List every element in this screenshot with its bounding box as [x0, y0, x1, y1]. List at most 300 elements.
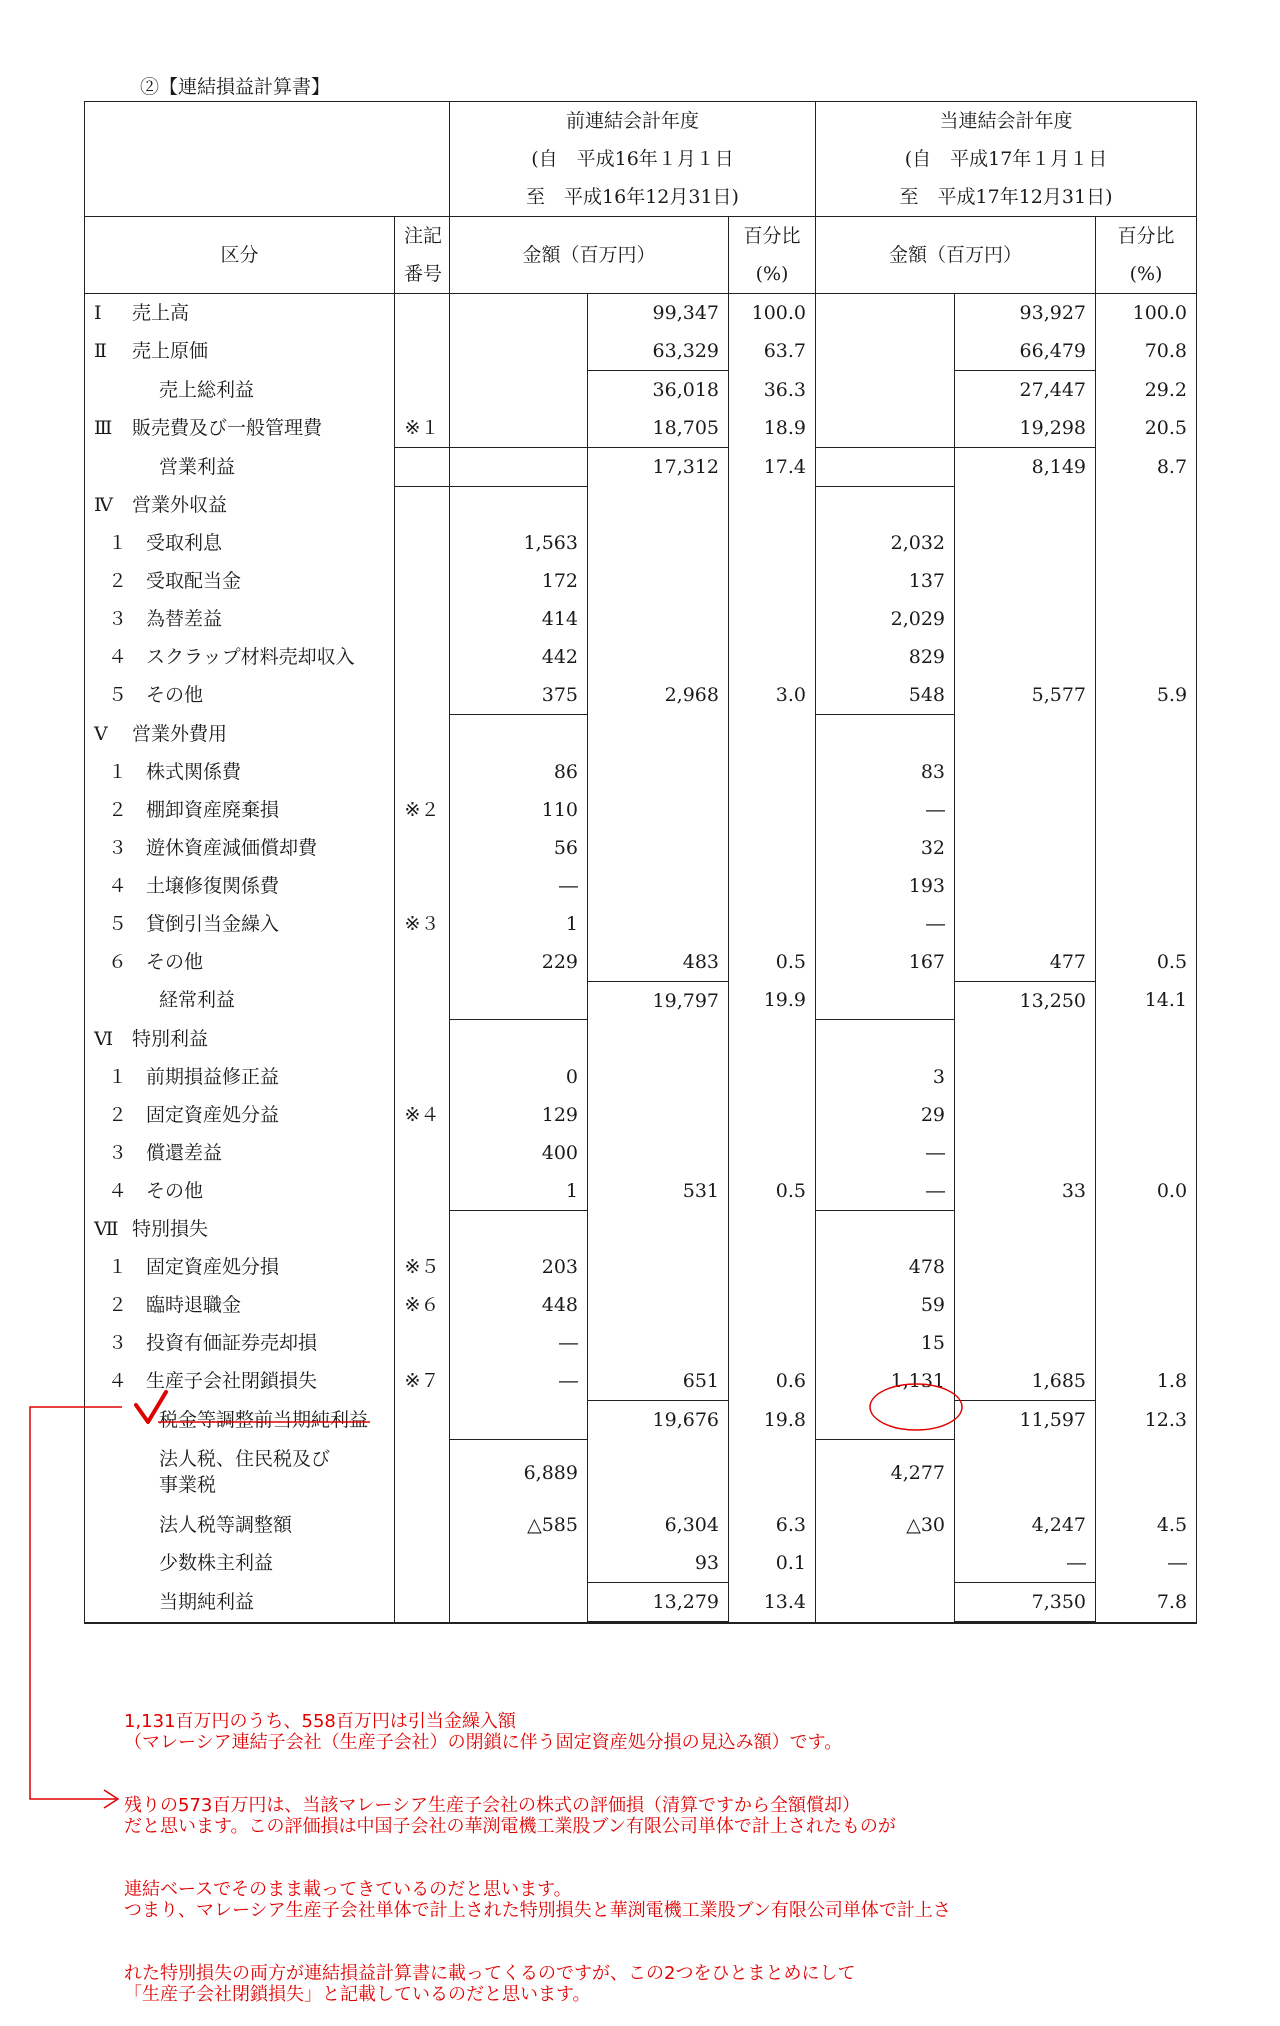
cell-a: ―	[450, 1362, 588, 1401]
cell-n	[395, 486, 450, 524]
cell-f	[1096, 829, 1197, 867]
cell-a	[450, 1210, 588, 1248]
table-row	[85, 1621, 1197, 1623]
cell-n	[395, 1058, 450, 1096]
cell-c	[729, 562, 816, 600]
cell-n	[395, 1020, 450, 1058]
cell-d: 829	[816, 638, 955, 676]
row-label: 法人税等調整額	[85, 1506, 395, 1544]
curr-period-header: 当連結会計年度 (自 平成17年１月１日 至 平成17年12月31日)	[816, 102, 1197, 217]
cell-c: 0.1	[729, 1544, 816, 1583]
row-label: ２ 固定資産処分益	[85, 1096, 395, 1134]
cell-e	[955, 524, 1096, 562]
arrowhead-icon	[104, 1790, 118, 1808]
row-label: ６ その他	[85, 943, 395, 982]
cell-c	[729, 791, 816, 829]
cell-e	[955, 1020, 1096, 1058]
cell-n	[395, 638, 450, 676]
cell-b	[588, 524, 729, 562]
cell-d: ―	[816, 1134, 955, 1172]
cell-c: 0.6	[729, 1362, 816, 1401]
cell-n: ※１	[395, 409, 450, 448]
cell-a: ―	[450, 867, 588, 905]
cell-n: ※４	[395, 1096, 450, 1134]
cell-b	[588, 600, 729, 638]
row-label: ４ その他	[85, 1172, 395, 1211]
cell-c: 0.5	[729, 1172, 816, 1211]
cell-e	[955, 1286, 1096, 1324]
cell-d: 548	[816, 676, 955, 715]
cell-b	[588, 1324, 729, 1362]
cell-a: 1,563	[450, 524, 588, 562]
row-label: 当期純利益	[85, 1582, 395, 1621]
row-label: ４ 土壌修復関係費	[85, 867, 395, 905]
cell-a	[450, 371, 588, 410]
cell-f	[1096, 1134, 1197, 1172]
row-label: １ 前期損益修正益	[85, 1058, 395, 1096]
cell-e	[955, 1058, 1096, 1096]
cell-e: 33	[955, 1172, 1096, 1211]
cell-a	[450, 1020, 588, 1058]
table-row	[85, 1401, 1197, 1440]
cell-f: 0.0	[1096, 1172, 1197, 1211]
cell-f: 1.8	[1096, 1362, 1197, 1401]
cell-c	[729, 1621, 816, 1623]
cell-b	[588, 1134, 729, 1172]
cell-n	[395, 1544, 450, 1583]
cell-b: 651	[588, 1362, 729, 1401]
cell-n	[395, 676, 450, 715]
cell-c: 6.3	[729, 1506, 816, 1544]
cell-b	[588, 562, 729, 600]
cell-b	[588, 1058, 729, 1096]
cell-c: 13.4	[729, 1582, 816, 1621]
cell-a	[450, 448, 588, 487]
cell-b: 18,705	[588, 409, 729, 448]
row-label: ４ スクラップ材料売却収入	[85, 638, 395, 676]
cell-c	[729, 524, 816, 562]
table-row	[85, 1058, 1197, 1096]
cell-c: 19.9	[729, 981, 816, 1020]
cell-a: 0	[450, 1058, 588, 1096]
cell-n	[395, 1621, 450, 1623]
cell-d	[816, 1020, 955, 1058]
header-blank	[85, 102, 450, 217]
table-row	[85, 1324, 1197, 1362]
cell-a	[450, 486, 588, 524]
col-category-header: 区分	[85, 217, 395, 294]
cell-d: ―	[816, 1172, 955, 1211]
cell-e: 93,927	[955, 294, 1096, 333]
cell-f	[1096, 1324, 1197, 1362]
cell-a: 6,889	[450, 1439, 588, 1506]
cell-n	[395, 524, 450, 562]
cell-d: ―	[816, 905, 955, 943]
cell-f	[1096, 562, 1197, 600]
cell-e	[955, 1621, 1096, 1623]
table-row	[85, 1096, 1197, 1134]
cell-n	[395, 1324, 450, 1362]
cell-b: 19,797	[588, 981, 729, 1020]
cell-f: 100.0	[1096, 294, 1197, 333]
cell-a: 129	[450, 1096, 588, 1134]
cell-d	[816, 981, 955, 1020]
cell-a	[450, 294, 588, 333]
cell-c	[729, 486, 816, 524]
cell-f	[1096, 715, 1197, 753]
table-row	[85, 943, 1197, 982]
cell-d	[816, 715, 955, 753]
row-label: Ⅵ 特別利益	[85, 1020, 395, 1058]
cell-d	[816, 371, 955, 410]
cell-n	[395, 829, 450, 867]
row-label: Ⅱ 売上原価	[85, 332, 395, 371]
table-row	[85, 1362, 1197, 1401]
cell-c	[729, 753, 816, 791]
cell-a: 86	[450, 753, 588, 791]
cell-a	[450, 1401, 588, 1440]
cell-d: 32	[816, 829, 955, 867]
table-row	[85, 981, 1197, 1020]
row-label: １ 固定資産処分損	[85, 1248, 395, 1286]
prev-ratio-header: 百分比 (%)	[729, 217, 816, 294]
cell-c	[729, 638, 816, 676]
cell-a: 375	[450, 676, 588, 715]
row-label: ２ 臨時退職金	[85, 1286, 395, 1324]
table-row	[85, 715, 1197, 753]
table-row	[85, 791, 1197, 829]
cell-n	[395, 332, 450, 371]
cell-f	[1096, 1058, 1197, 1096]
cell-d	[816, 332, 955, 371]
cell-c	[729, 905, 816, 943]
cell-f	[1096, 600, 1197, 638]
cell-e: 8,149	[955, 448, 1096, 487]
cell-e	[955, 600, 1096, 638]
cell-e	[955, 1210, 1096, 1248]
cell-c	[729, 1210, 816, 1248]
table-row	[85, 638, 1197, 676]
cell-f: 7.8	[1096, 1582, 1197, 1621]
cell-d	[816, 1621, 955, 1623]
cell-b: 99,347	[588, 294, 729, 333]
cell-f: 0.5	[1096, 943, 1197, 982]
cell-b: 19,676	[588, 1401, 729, 1440]
cell-n: ※６	[395, 1286, 450, 1324]
cell-d: 193	[816, 867, 955, 905]
cell-n	[395, 1439, 450, 1506]
row-label: 売上総利益	[85, 371, 395, 410]
cell-e: 19,298	[955, 409, 1096, 448]
handwritten-annotation: 1,131百万円のうち、558百万円は引当金繰入額 （マレーシア連結子会社（生産子会社）の閉鎖に伴う固定資産処分損の見込み額）です。 残りの573百万円は、当該マレーシア生産子会社の株式の評価損（清算ですから全額償却） だと思います。この評価損は中国子会社の華渕電機工業股ブン有限公司単体で計上されたものが 連結ベースでそのまま載ってきているのだと思います。 つまり、マレーシア生産子会社単体で計上された特別損失と華渕電機工業股ブン有限公司単体で計上さ れた特別損失の両方が連結損益計算書に載ってくるのですが、この2つをひとまとめにして 「生産子会社閉鎖損失」と記載しているのだと思います。	[124, 1711, 951, 2005]
cell-f: 29.2	[1096, 371, 1197, 410]
cell-f: 4.5	[1096, 1506, 1197, 1544]
table-row	[85, 409, 1197, 448]
col-note-header: 注記 番号	[395, 217, 450, 294]
cell-c: 18.9	[729, 409, 816, 448]
table-row	[85, 1172, 1197, 1211]
cell-b	[588, 905, 729, 943]
cell-b	[588, 867, 729, 905]
row-label: 営業利益	[85, 448, 395, 487]
table-row	[85, 676, 1197, 715]
cell-e: 4,247	[955, 1506, 1096, 1544]
cell-e	[955, 791, 1096, 829]
table-row	[85, 524, 1197, 562]
cell-n: ※７	[395, 1362, 450, 1401]
cell-b	[588, 638, 729, 676]
cell-c	[729, 867, 816, 905]
cell-d: 478	[816, 1248, 955, 1286]
table-row	[85, 1020, 1197, 1058]
cell-c: 0.5	[729, 943, 816, 982]
table-row	[85, 1286, 1197, 1324]
cell-f	[1096, 867, 1197, 905]
cell-n	[395, 1582, 450, 1621]
cell-b: 63,329	[588, 332, 729, 371]
cell-d: 137	[816, 562, 955, 600]
cell-n	[395, 1401, 450, 1440]
cell-d: 2,032	[816, 524, 955, 562]
table-row	[85, 448, 1197, 487]
cell-d	[816, 1210, 955, 1248]
cell-c	[729, 1134, 816, 1172]
table-row	[85, 1210, 1197, 1248]
cell-e	[955, 829, 1096, 867]
cell-a	[450, 1544, 588, 1583]
cell-e	[955, 867, 1096, 905]
cell-f	[1096, 638, 1197, 676]
row-label: ３ 償還差益	[85, 1134, 395, 1172]
cell-e: 1,685	[955, 1362, 1096, 1401]
cell-c	[729, 715, 816, 753]
cell-e	[955, 562, 1096, 600]
cell-d	[816, 1401, 955, 1440]
row-label: ５ 貸倒引当金繰入	[85, 905, 395, 943]
cell-f	[1096, 1621, 1197, 1623]
row-label: Ⅰ 売上高	[85, 294, 395, 333]
row-label: ５ その他	[85, 676, 395, 715]
cell-e	[955, 638, 1096, 676]
cell-f: 5.9	[1096, 676, 1197, 715]
cell-f	[1096, 791, 1197, 829]
cell-e	[955, 1096, 1096, 1134]
cell-e: 11,597	[955, 1401, 1096, 1440]
cell-n	[395, 448, 450, 487]
cell-b	[588, 1439, 729, 1506]
cell-d: 167	[816, 943, 955, 982]
cell-b	[588, 1621, 729, 1623]
cell-f: 12.3	[1096, 1401, 1197, 1440]
cell-f: 14.1	[1096, 981, 1197, 1020]
table-row	[85, 753, 1197, 791]
table-row	[85, 1134, 1197, 1172]
income-statement-table	[84, 101, 1197, 1624]
cell-c	[729, 1020, 816, 1058]
cell-n	[395, 371, 450, 410]
cell-f	[1096, 1286, 1197, 1324]
table-row	[85, 867, 1197, 905]
cell-a: 400	[450, 1134, 588, 1172]
cell-n	[395, 294, 450, 333]
cell-c: 36.3	[729, 371, 816, 410]
row-label: ４ 生産子会社閉鎖損失	[85, 1362, 395, 1401]
cell-e	[955, 1248, 1096, 1286]
cell-f: 20.5	[1096, 409, 1197, 448]
cell-d	[816, 1582, 955, 1621]
cell-b: 483	[588, 943, 729, 982]
table-row	[85, 332, 1197, 371]
cell-n	[395, 1210, 450, 1248]
cell-n	[395, 715, 450, 753]
cell-f	[1096, 905, 1197, 943]
cell-f: ―	[1096, 1544, 1197, 1583]
cell-e	[955, 1439, 1096, 1506]
cell-d: 4,277	[816, 1439, 955, 1506]
cell-d: 29	[816, 1096, 955, 1134]
row-label: ２ 棚卸資産廃棄損	[85, 791, 395, 829]
cell-n	[395, 1506, 450, 1544]
cell-b: 17,312	[588, 448, 729, 487]
cell-d: 59	[816, 1286, 955, 1324]
cell-b	[588, 486, 729, 524]
cell-n	[395, 600, 450, 638]
cell-a	[450, 332, 588, 371]
cell-b: 13,279	[588, 1582, 729, 1621]
row-label: 経常利益	[85, 981, 395, 1020]
cell-n: ※５	[395, 1248, 450, 1286]
cell-b	[588, 829, 729, 867]
cell-a	[450, 715, 588, 753]
row-label: ３ 投資有価証券売却損	[85, 1324, 395, 1362]
table-row	[85, 1582, 1197, 1621]
cell-a: 1	[450, 905, 588, 943]
cell-a: 1	[450, 1172, 588, 1211]
cell-e: 5,577	[955, 676, 1096, 715]
table-row	[85, 905, 1197, 943]
cell-n	[395, 1172, 450, 1211]
row-label	[85, 1621, 395, 1623]
cell-f: 70.8	[1096, 332, 1197, 371]
cell-d	[816, 486, 955, 524]
cell-e	[955, 486, 1096, 524]
cell-a	[450, 1582, 588, 1621]
cell-a: 448	[450, 1286, 588, 1324]
row-label: ３ 遊休資産減価償却費	[85, 829, 395, 867]
cell-b: 36,018	[588, 371, 729, 410]
cell-a	[450, 409, 588, 448]
cell-a: 203	[450, 1248, 588, 1286]
cell-b	[588, 715, 729, 753]
table-row	[85, 562, 1197, 600]
cell-e	[955, 753, 1096, 791]
cell-d: 83	[816, 753, 955, 791]
statement-rows	[85, 294, 1197, 1623]
cell-c	[729, 1439, 816, 1506]
cell-a: 414	[450, 600, 588, 638]
cell-f: 8.7	[1096, 448, 1197, 487]
cell-e: ―	[955, 1544, 1096, 1583]
cell-a	[450, 981, 588, 1020]
cell-e: 477	[955, 943, 1096, 982]
cell-c: 3.0	[729, 676, 816, 715]
cell-a: 442	[450, 638, 588, 676]
table-row	[85, 294, 1197, 333]
cell-n	[395, 1134, 450, 1172]
row-label: ２ 受取配当金	[85, 562, 395, 600]
table-row	[85, 829, 1197, 867]
cell-e: 66,479	[955, 332, 1096, 371]
cell-a: 229	[450, 943, 588, 982]
cell-c	[729, 600, 816, 638]
cell-d: 3	[816, 1058, 955, 1096]
cell-c: 19.8	[729, 1401, 816, 1440]
cell-f	[1096, 486, 1197, 524]
cell-c: 63.7	[729, 332, 816, 371]
cell-n	[395, 981, 450, 1020]
cell-f	[1096, 1096, 1197, 1134]
cell-n	[395, 753, 450, 791]
cell-e	[955, 715, 1096, 753]
cell-d: 1,131	[816, 1362, 955, 1401]
cell-d: 2,029	[816, 600, 955, 638]
cell-c	[729, 1248, 816, 1286]
cell-c	[729, 1286, 816, 1324]
cell-b: 6,304	[588, 1506, 729, 1544]
cell-b	[588, 1096, 729, 1134]
cell-e	[955, 905, 1096, 943]
cell-e: 27,447	[955, 371, 1096, 410]
cell-n	[395, 562, 450, 600]
prev-amount-header: 金額（百万円）	[450, 217, 729, 294]
cell-b: 93	[588, 1544, 729, 1583]
cell-b	[588, 791, 729, 829]
table-row	[85, 1544, 1197, 1583]
cell-b	[588, 1210, 729, 1248]
cell-f	[1096, 1248, 1197, 1286]
row-label: Ⅶ 特別損失	[85, 1210, 395, 1248]
cell-b: 531	[588, 1172, 729, 1211]
cell-e: 7,350	[955, 1582, 1096, 1621]
cell-b	[588, 1286, 729, 1324]
cell-a: ―	[450, 1324, 588, 1362]
cell-e: 13,250	[955, 981, 1096, 1020]
cell-f	[1096, 1210, 1197, 1248]
cell-c	[729, 1096, 816, 1134]
cell-e	[955, 1134, 1096, 1172]
cell-b	[588, 753, 729, 791]
row-label: Ⅳ 営業外収益	[85, 486, 395, 524]
cell-d	[816, 409, 955, 448]
row-label: 法人税、住民税及び 事業税	[85, 1439, 395, 1506]
table-row	[85, 600, 1197, 638]
cell-a: 56	[450, 829, 588, 867]
cell-d	[816, 294, 955, 333]
cell-a: △585	[450, 1506, 588, 1544]
cell-n: ※２	[395, 791, 450, 829]
cell-c	[729, 1324, 816, 1362]
cell-c: 100.0	[729, 294, 816, 333]
curr-ratio-header: 百分比 (%)	[1096, 217, 1197, 294]
row-label: １ 受取利息	[85, 524, 395, 562]
cell-f	[1096, 524, 1197, 562]
cell-n	[395, 943, 450, 982]
cell-d	[816, 1544, 955, 1583]
cell-a: 172	[450, 562, 588, 600]
prev-period-header: 前連結会計年度 (自 平成16年１月１日 至 平成16年12月31日)	[450, 102, 816, 217]
cell-b	[588, 1020, 729, 1058]
cell-n: ※３	[395, 905, 450, 943]
